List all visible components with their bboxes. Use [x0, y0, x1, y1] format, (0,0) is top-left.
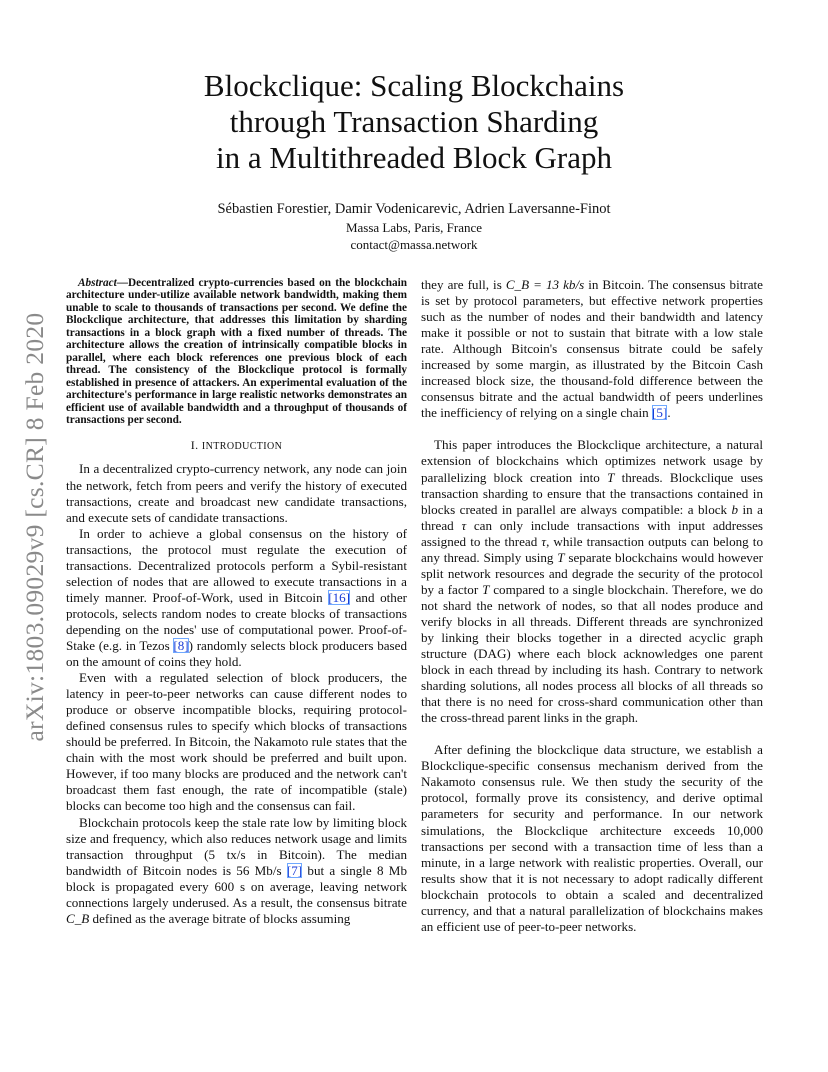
citation-8[interactable]: [ 8 ]	[173, 638, 188, 653]
math-10000: 10,000	[726, 822, 763, 838]
citation-7[interactable]: [ 7 ]	[287, 863, 302, 878]
section-title: INTRODUCTION	[201, 441, 283, 453]
math-T-3: T	[482, 581, 490, 597]
abstract-text: —Decentralized crypto-currencies based on the blockchain architecture under-utilize available network bandwidth, making them unable to scale to thousands of transactions per second. We define the Blockclique architecture, that addresses this limitation by sharding transactions in a block graph with a fixed number of threads. The architecture allows the creation of intrinsically compatible blocks in parallel, where each block references one previous block of each thread. The consistency of the Blockclique protocol is formally established in presence of attackers. An experimental evaluation of the architecture's performance in large realistic networks demonstrates an efficient use of available bandwidth and a throughput of thousands of transactions per second.	[66, 277, 407, 426]
section-number: I.	[190, 438, 199, 453]
arxiv-identifier-sidebar	[20, 292, 50, 762]
math-tau: τ	[461, 517, 467, 533]
affiliation: Massa Labs, Paris, France	[345, 219, 483, 235]
math-T-2: T	[557, 549, 565, 565]
author-names: Sébastien Forestier, Damir Vodenicarevic, Adrien Laversanne-Finot	[217, 201, 611, 217]
math-cb-equation: C_B = 13 kb/s	[505, 277, 585, 292]
right-column	[421, 277, 763, 935]
intro-paragraph-6: After defining the blockclique data structure, we establish a Blockclique-specific consensus mechanism derived from the Nakamoto consensus rule. We then study the security of the protocol, formally prove its consistency, and derive optimal parameters for security and performance. In our network simulations, the Blockclique architecture exceeds 10,000 transactions per second with a transaction time of less than a minute, in a large network with realistic properties. Overall, our results show that it is not necessary to adopt radically different blockchain protocols to obtain a scaled and decentralized currency, and that a natural parallelization of blockchains makes an efficient use of peer-to-peer networks.	[421, 742, 763, 934]
intro-paragraph-2: In order to achieve a global consensus on the history of transactions, the protocol must regulate the execution of transactions. Decentralized protocols perform a Sybil-resistant selection of nodes that are allowed to execute transactions in a timely manner. Proof-of-Work, used in Bitcoin [ 16 ] and other protocols, selects random nodes to create blocks of transactions depending on the nodes' use of computational power. Proof-of-Stake (e.g. in Tezos [ 8 ] ) randomly selects block producers based on the amount of coins they hold.	[66, 526, 407, 670]
author-block	[0, 201, 828, 254]
citation-16[interactable]: [ 16 ]	[328, 590, 350, 605]
intro-paragraph-4-cont: they are full, is C_B = 13 kb/s in Bitcoin. The consensus bitrate is set by protocol parameters, but effective network properties such as the number of nodes and their bandwidth and latency make it possible or not to sustain that bitrate with a low stale rate. Although Bitcoin's consensus bitrate could be safely increased by some margin, as illustrated by the Bitcoin Cash increased block size, the thousand-fold difference between the consensus bitrate and the actual bandwidth of peers underlines the inefficiency of relying on a single chain [ 5 ] .	[421, 277, 763, 421]
math-tau-2: τ	[541, 533, 547, 549]
contact-email: contact@massa.network	[350, 237, 478, 252]
math-b: b	[731, 501, 739, 517]
intro-paragraph-5: This paper introduces the Blockclique architecture, a natural extension of blockchains which optimizes network usage by parallelizing block creation into T threads. Blockclique uses transaction sharding to ensure that the transactions contained in blocks created in parallel are always compatible: a block b in a thread τ can only include transactions with input addresses assigned to the thread τ, while transaction outputs can belong to any thread. Simply using T separate blockchains would however split network resources and degrade the security of the protocol by a factor T compared to a single blockchain. Therefore, we do not shard the network of nodes, so that all nodes produce and verify blocks in all threads. Different threads are synchronized by linking their blocks together in a directed acyclic graph structure (DAG) where each block acknowledges one parent block in each thread by including its hash. Contrary to network sharding solutions, all nodes process all blocks of all threads so that there is no need for cross-shard communication other than the cross-thread parent links in the graph.	[421, 437, 764, 726]
paper-title	[0, 68, 828, 176]
math-cb: C_B	[66, 910, 90, 926]
math-T: T	[607, 469, 615, 485]
section-heading-introduction	[66, 437, 407, 455]
intro-paragraph-1: In a decentralized crypto-currency network, any node can join the network, fetch from peers and verify the history of executed transactions, create and broadcast new candidate transactions, and execute sets of candidate transactions.	[66, 461, 407, 525]
citation-5[interactable]: [ 5 ]	[652, 405, 667, 420]
left-column	[66, 277, 407, 927]
intro-paragraph-3: Even with a regulated selection of block producers, the latency in peer-to-peer networks can cause different nodes to produce or observe incompatible blocks, requiring protocol-defined consensus rules to specify which blocks of transactions should be preferred. In Bitcoin, the Nakamoto rule states that the chain with the most work should be preferred and built upon. However, if too many blocks are produced and the network can't broadcast them fast enough, the rate of incompatible (stale) blocks can become too high and the consensus can fail.	[66, 670, 407, 814]
arxiv-id-text: arXiv:1803.09029v9 [cs.CR] 8 Feb 2020	[20, 312, 49, 742]
abstract-label: Abstract	[78, 277, 117, 289]
title-line-3: in a Multithreaded Block Graph	[215, 140, 612, 175]
title-line-2: through Transaction Sharding	[229, 104, 599, 139]
title-line-1: Blockclique: Scaling Blockchains	[203, 68, 625, 103]
intro-paragraph-4: Blockchain protocols keep the stale rate low by limiting block size and frequency, which also reduces network usage and limits transaction throughput (5 tx/s in Bitcoin). The median bandwidth of Bitcoin nodes is 56 Mb/s [ 7 ] but a single 8 Mb block is propagated every 600 s on average, leaving network connections largely underused. As a result, the consensus bitrate C_B defined as the average bitrate of blocks assuming	[66, 815, 407, 927]
abstract	[66, 277, 407, 426]
